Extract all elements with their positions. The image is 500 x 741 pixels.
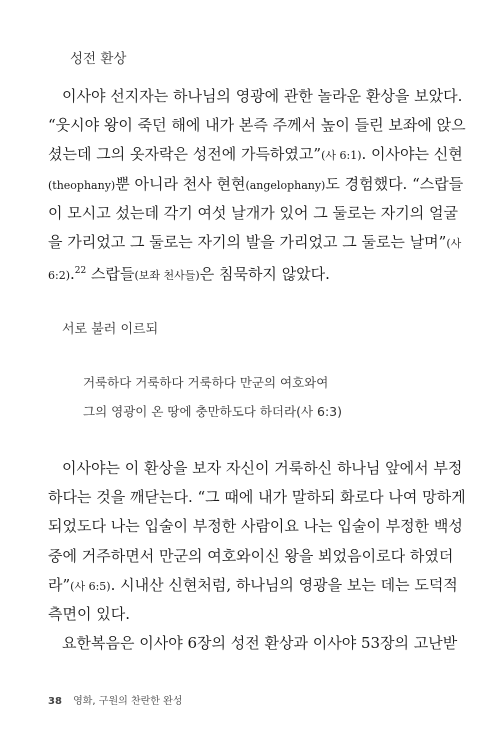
text-line	[48, 82, 463, 111]
text-line	[48, 170, 464, 199]
text-segment: . 이사야는 신현	[361, 145, 463, 164]
text-line	[48, 228, 462, 257]
text-segment: 뿐 아니라 천사 현현	[115, 174, 246, 193]
reference-text: (보좌 천사들)	[134, 269, 200, 283]
text-segment: 이 모시고 섰는데 각기 여섯 날개가 있어 그 둘로는 자기의 얼굴	[48, 203, 458, 222]
reference-text: (사	[446, 236, 462, 250]
paragraph-2	[48, 454, 466, 658]
text-line	[48, 140, 463, 169]
text-segment: 도 경험했다. “스랍들	[325, 174, 464, 193]
text-line	[48, 629, 458, 658]
reference-text: (사 6:1)	[321, 149, 362, 163]
footnote-ref: 22	[74, 266, 87, 277]
block-quote-line-1: 거룩하다 거룩하다 거룩하다 만군의 여호와여	[83, 375, 329, 390]
text-segment: 측면이 있다.	[48, 604, 130, 623]
page-number: 38	[48, 696, 62, 707]
running-title: 영화, 구원의 찬란한 완성	[73, 696, 183, 707]
text-line	[48, 512, 463, 541]
text-segment: 을 가리었고 그 둘로는 자기의 발을 가리었고 그 둘로는 날며”	[48, 232, 447, 251]
text-line	[48, 600, 450, 629]
block-quote-line-2: 그의 영광이 온 땅에 충만하도다 하더라(사 6:3)	[83, 404, 342, 419]
text-line	[48, 483, 466, 512]
quote-intro: 서로 불러 이르되	[62, 322, 159, 337]
section-heading: 성전 환상	[70, 51, 127, 67]
text-line	[48, 111, 466, 140]
text-segment: 라”	[48, 575, 71, 594]
page-footer	[48, 692, 182, 707]
paragraph-1	[48, 82, 466, 286]
text-line	[48, 257, 450, 286]
text-segment: 이사야 선지자는 하나님의 영광에 관한 놀라운 환상을 보았다.	[62, 87, 463, 105]
text-segment: 셨는데 그의 옷자락은 성전에 가득하였고”	[48, 145, 322, 164]
reference-text: (angelophany)	[245, 178, 326, 192]
text-segment: 은 침묵하지 않았다.	[199, 265, 330, 284]
text-segment: 스랍들	[86, 265, 135, 284]
text-segment: 중에 거주하면서 만군의 여호와이신 왕을 뵈었음이로다 하였더	[48, 546, 454, 565]
text-line	[48, 199, 458, 228]
text-line	[48, 571, 458, 600]
text-segment: 하다는 것을 깨닫는다. “그 때에 내가 말하되 화로다 나여 망하게	[48, 488, 466, 507]
text-segment: . 시내산 신현처럼, 하나님의 영광을 보는 데는 도덕적	[110, 575, 458, 594]
text-segment: 이사야는 이 환상을 보자 자신이 거룩하신 하나님 앞에서 부정	[62, 459, 463, 477]
text-segment: .	[70, 265, 75, 284]
reference-text: (사 6:5)	[70, 579, 111, 593]
text-segment: “웃시야 왕이 죽던 해에 내가 본즉 주께서 높이 들린 보좌에 앉으	[48, 116, 466, 135]
reference-text: 6:2)	[48, 269, 70, 283]
text-line	[48, 454, 463, 483]
text-segment: 되었도다 나는 입술이 부정한 사람이요 나는 입술이 부정한 백성	[48, 517, 463, 536]
text-line	[48, 542, 454, 571]
reference-text: (theophany)	[48, 178, 116, 192]
text-segment: 요한복음은 이사야 6장의 성전 환상과 이사야 53장의 고난받	[62, 634, 458, 653]
